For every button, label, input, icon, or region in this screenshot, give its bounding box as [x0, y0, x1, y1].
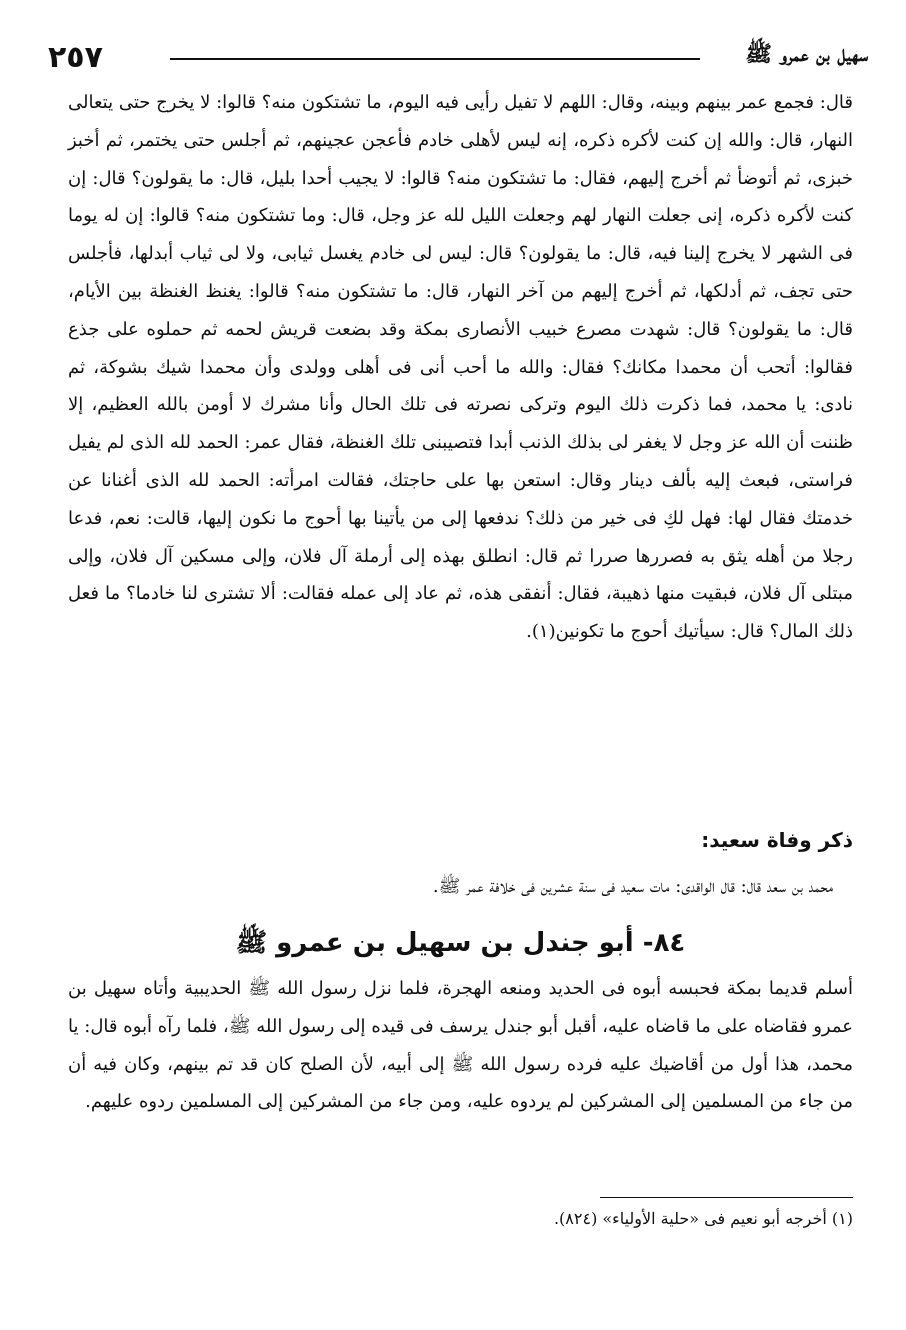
footnote: (١) أخرجه أبو نعيم فى «حلية الأولياء» (٨٢٤). [553, 1209, 853, 1228]
page-number: ٢٥٧ [48, 40, 103, 75]
page-header [48, 38, 868, 74]
footnote-divider [600, 1197, 853, 1198]
chapter-text: أسلم قديما بمكة فحبسه أبوه فى الحديد ومنعه الهجرة، فلما نزل رسول الله ﷺ الحديبية وأتاه سهيل بن عمرو فقاضاه على ما قاضاه عليه، أقبل أبو جندل يرسف فى قيده إلى رسول الله ﷺ، فلما رآه أبوه قال: يا محمد، هذا أول من أقاضيك عليه فرده رسول الله ﷺ إلى أبيه، لأن الصلح كان قد تم بينهم، وكان فيه أن من جاء من المسلمين إلى المشركين لم يردوه عليه، ومن جاء من المشركين إلى المسلمين ردوه عليهم. [68, 978, 853, 1113]
main-paragraph: قال: فجمع عمر بينهم وبينه، وقال: اللهم لا تفيل رأيى فيه اليوم، ما تشتكون منه؟ قالوا: لا يخرج حتى يتعالى النهار، قال: والله إن كنت لأكره ذكره، إنه ليس لأهلى خادم فأعجن عجينهم، ثم أجلس حتى يختمر، ثم أخبز خبزى، ثم أتوضأ ثم أخرج إليهم، فقال: ما تشتكون منه؟ قالوا: لا يجيب أحدا بليل، قال: ما يقولون؟ قال: إن كنت لأكره ذكره، إنى جعلت النهار لهم وجعلت الليل لله عز وجل، قال: وما تشتكون منه؟ قالوا: إن له يوما فى الشهر لا يخرج إلينا فيه، قال: ما يقولون؟ قال: ليس لى خادم يغسل ثيابى، ولا لى ثياب أبدلها، فأجلس حتى تجف، ثم أدلكها، ثم أخرج إليهم من آخر النهار، قال: ما تشتكون منه؟ قالوا: يغنظ الغنظة بين الأيام، قال: ما يقولون؟ قال: شهدت مصرع خبيب الأنصارى بمكة وقد بضعت قريش لحمه ثم حملوه على جذع فقالوا: أتحب أن محمدا مكانك؟ فقال: والله ما أحب أنى فى أهلى وولدى وأن محمدا شيك بشوكة، ثم نادى: يا محمد، فما ذكرت ذلك اليوم وتركى نصرته فى تلك الحال وأنا مشرك لا أومن بالله العظيم، إلا ظننت أن الله عز وجل لا يغفر لى بذلك الذنب أبدا فتصيبنى تلك الغنظة، فقال عمر: الحمد لله الذى لم يفيل فراستى، فبعث إليه بألف دينار وقال: استعن بها على حاجتك، فقالت امرأته: الحمد لله الذى أغنانا عن خدمتك فقال لها: فهل لكِ فى خير من ذلك؟ ندفعها إلى من يأتينا بها أحوج ما نكون إليها، قالت: نعم، فدعا رجلا من أهله يثق به فصررها صررا ثم قال: انطلق بهذه إلى أرملة آل فلان، وإلى مسكين آل فلان، وإلى مبتلى آل فلان، فبقيت منها ذهيبة، فقال: أنفقى هذه، ثم عاد إلى عمله فقالت: ألا تشترى لنا خادما؟ ما فعل ذلك المال؟ قال: سيأتيك أحوج ما تكونين(١). [68, 92, 853, 643]
running-title: سهيل بن عمرو ﷺ [745, 41, 868, 67]
header-rule [170, 58, 700, 60]
section-text: محمد بن سعد قال: قال الواقدى: مات سعيد فى سنة عشرين فى خلافة عمر ﷺ. [432, 876, 833, 897]
section-heading: ذكر وفاة سعيد: [701, 828, 853, 852]
main-text [68, 84, 853, 651]
chapter-title: ٨٤- أبو جندل بن سهيل بن عمرو ﷺ [235, 928, 686, 958]
